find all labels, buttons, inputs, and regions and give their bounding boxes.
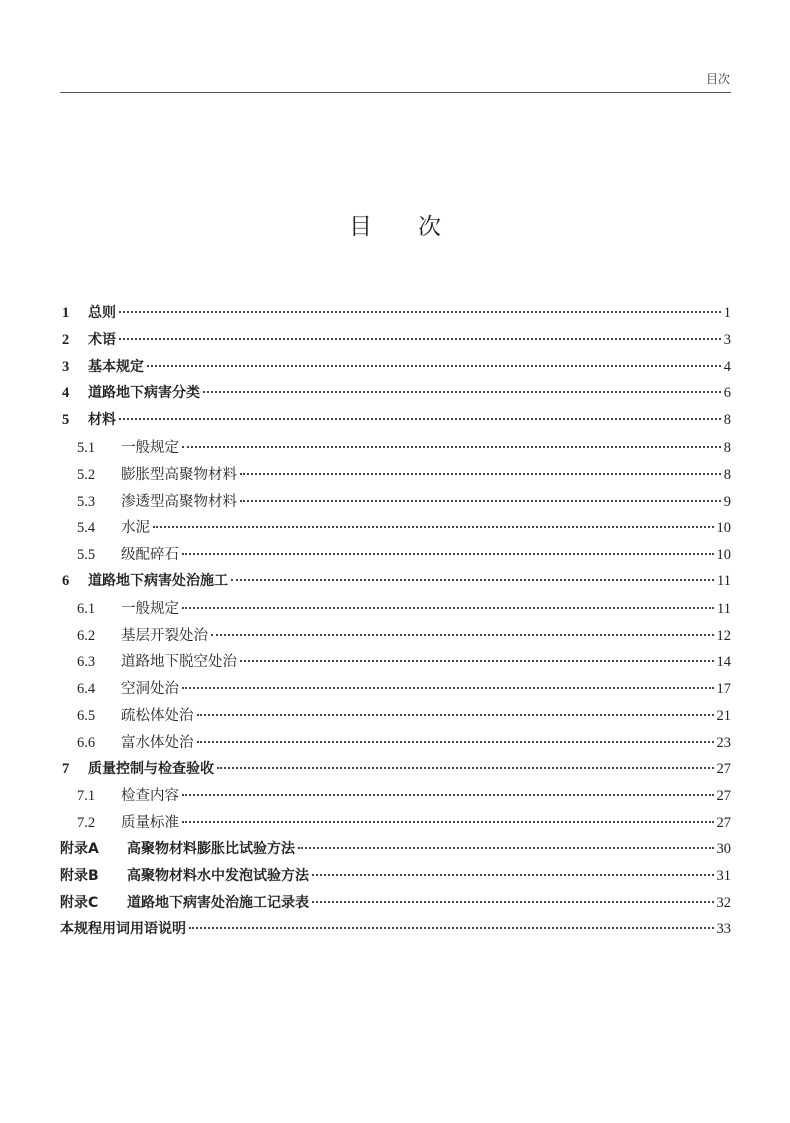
toc-entry-number: 5.4 (77, 520, 96, 537)
header-rule (60, 92, 731, 93)
toc-leader-dots (119, 311, 721, 313)
toc-entry-label: 术语 (88, 331, 116, 348)
toc-leader-dots (182, 553, 714, 555)
toc-leader-dots (298, 847, 714, 849)
toc-entry[interactable] (60, 677, 731, 704)
toc-leader-dots (217, 767, 714, 769)
toc-entry-number: 附录C (60, 894, 99, 911)
toc-entry-page: 10 (716, 520, 731, 537)
toc-entry-label: 道路地下病害处治施工记录表 (127, 894, 309, 911)
toc-leader-dots (197, 714, 714, 716)
toc-entry[interactable] (60, 838, 731, 865)
toc-entry-number: 6.3 (77, 654, 96, 671)
toc-entry-label: 一般规定 (121, 439, 179, 456)
toc-entry[interactable] (60, 865, 731, 892)
toc-leader-dots (240, 473, 721, 475)
toc-entry-page: 11 (717, 600, 731, 617)
toc-entry-page: 10 (716, 547, 731, 564)
toc-entry-number: 7.1 (77, 788, 96, 805)
toc-entry-number: 6 (62, 572, 70, 589)
toc-entry-page: 32 (716, 894, 731, 911)
toc-entry-page: 8 (723, 466, 731, 483)
toc-leader-dots (240, 660, 714, 662)
toc-entry[interactable] (60, 624, 731, 651)
toc-entry-label: 高聚物材料膨胀比试验方法 (127, 840, 295, 857)
toc-leader-dots (189, 927, 714, 929)
toc-entry-page: 12 (716, 627, 731, 644)
toc-entry-label: 本规程用词用语说明 (60, 921, 186, 938)
toc-entry-label: 道路地下病害处治施工 (88, 572, 228, 589)
toc-entry-label: 道路地下病害分类 (88, 385, 200, 402)
toc-entry-number: 5.1 (77, 439, 96, 456)
toc-entry-number: 6.2 (77, 627, 96, 644)
toc-leader-dots (182, 607, 714, 609)
toc-leader-dots (119, 338, 721, 340)
toc-entry[interactable] (60, 758, 731, 785)
page-title (0, 208, 790, 241)
table-of-contents (60, 302, 731, 945)
toc-entry-page: 21 (716, 707, 731, 724)
toc-entry-number: 4 (62, 385, 70, 402)
toc-entry[interactable] (60, 784, 731, 811)
toc-entry-label: 膨胀型高聚物材料 (121, 466, 237, 483)
toc-entry[interactable] (60, 356, 731, 383)
toc-entry-number: 7 (62, 760, 70, 777)
toc-entry-number: 3 (62, 358, 70, 375)
toc-leader-dots (182, 446, 721, 448)
toc-entry[interactable] (60, 463, 731, 490)
toc-entry-page: 4 (723, 358, 731, 375)
toc-entry-number: 附录A (60, 840, 99, 857)
toc-entry-page: 33 (716, 921, 731, 938)
toc-entry-label: 质量控制与检查验收 (88, 760, 214, 777)
toc-entry[interactable] (60, 436, 731, 463)
toc-entry-number: 5 (62, 412, 70, 429)
toc-entry-page: 17 (716, 681, 731, 698)
toc-entry[interactable] (60, 918, 731, 945)
toc-entry-number: 5.5 (77, 547, 96, 564)
toc-entry-label: 总则 (88, 305, 116, 321)
toc-entry-page: 27 (716, 815, 731, 832)
toc-entry[interactable] (60, 731, 731, 758)
toc-entry[interactable] (60, 490, 731, 517)
toc-entry-label: 疏松体处治 (121, 707, 194, 724)
toc-leader-dots (182, 821, 714, 823)
toc-entry[interactable] (60, 597, 731, 624)
toc-entry[interactable] (60, 892, 731, 919)
toc-leader-dots (119, 418, 721, 420)
toc-leader-dots (312, 874, 714, 876)
toc-entry-number: 5.3 (77, 493, 96, 510)
toc-entry-page: 23 (716, 734, 731, 751)
toc-entry-number: 6.5 (77, 707, 96, 724)
toc-entry-page: 14 (716, 654, 731, 671)
toc-entry-number: 1 (62, 305, 70, 321)
toc-entry-page: 31 (716, 867, 731, 884)
toc-leader-dots (147, 365, 721, 367)
toc-entry[interactable] (60, 704, 731, 731)
toc-leader-dots (312, 901, 714, 903)
toc-entry-page: 27 (716, 788, 731, 805)
toc-entry-label: 高聚物材料水中发泡试验方法 (127, 867, 309, 884)
toc-entry-label: 水泥 (121, 520, 150, 537)
toc-entry-number: 6.4 (77, 681, 96, 698)
toc-entry[interactable] (60, 543, 731, 570)
toc-entry[interactable] (60, 650, 731, 677)
toc-entry[interactable] (60, 409, 731, 436)
toc-entry-page: 1 (723, 305, 731, 321)
toc-entry[interactable] (60, 302, 731, 329)
toc-entry[interactable] (60, 516, 731, 543)
toc-entry-page: 9 (723, 493, 731, 510)
toc-entry-number: 附录B (60, 867, 99, 884)
toc-leader-dots (211, 634, 714, 636)
toc-entry-label: 空洞处治 (121, 681, 179, 698)
toc-entry-number: 7.2 (77, 815, 96, 832)
toc-leader-dots (240, 500, 721, 502)
toc-entry[interactable] (60, 811, 731, 838)
toc-leader-dots (203, 391, 721, 393)
toc-entry-page: 6 (723, 385, 731, 402)
toc-entry-page: 11 (717, 572, 731, 589)
page-title-char-1: 目 (349, 214, 372, 240)
toc-entry-number: 6.1 (77, 600, 96, 617)
toc-entry-page: 3 (723, 331, 731, 348)
toc-leader-dots (153, 526, 714, 528)
toc-entry-label: 一般规定 (121, 600, 179, 617)
toc-entry[interactable] (60, 382, 731, 409)
toc-entry-label: 基本规定 (88, 358, 144, 375)
toc-entry-page: 27 (716, 760, 731, 777)
toc-leader-dots (231, 579, 714, 581)
toc-entry-label: 道路地下脱空处治 (121, 654, 237, 671)
toc-entry-label: 质量标准 (121, 815, 179, 832)
toc-leader-dots (182, 794, 714, 796)
toc-entry-label: 基层开裂处治 (121, 627, 208, 644)
toc-entry-label: 检查内容 (121, 788, 179, 805)
toc-entry-page: 8 (723, 412, 731, 429)
toc-entry-page: 8 (723, 439, 731, 456)
toc-entry-number: 5.2 (77, 466, 96, 483)
toc-entry-label: 材料 (88, 412, 116, 429)
toc-entry-label: 富水体处治 (121, 734, 194, 751)
toc-entry-label: 级配碎石 (121, 547, 179, 564)
running-head: 目次 (705, 72, 730, 86)
toc-entry-number: 2 (62, 331, 70, 348)
toc-entry-label: 渗透型高聚物材料 (121, 493, 237, 510)
toc-entry[interactable] (60, 329, 731, 356)
toc-leader-dots (197, 741, 714, 743)
page-title-char-2: 次 (418, 214, 441, 240)
toc-entry-number: 6.6 (77, 734, 96, 751)
toc-entry[interactable] (60, 570, 731, 597)
toc-leader-dots (182, 687, 714, 689)
toc-entry-page: 30 (716, 840, 731, 857)
